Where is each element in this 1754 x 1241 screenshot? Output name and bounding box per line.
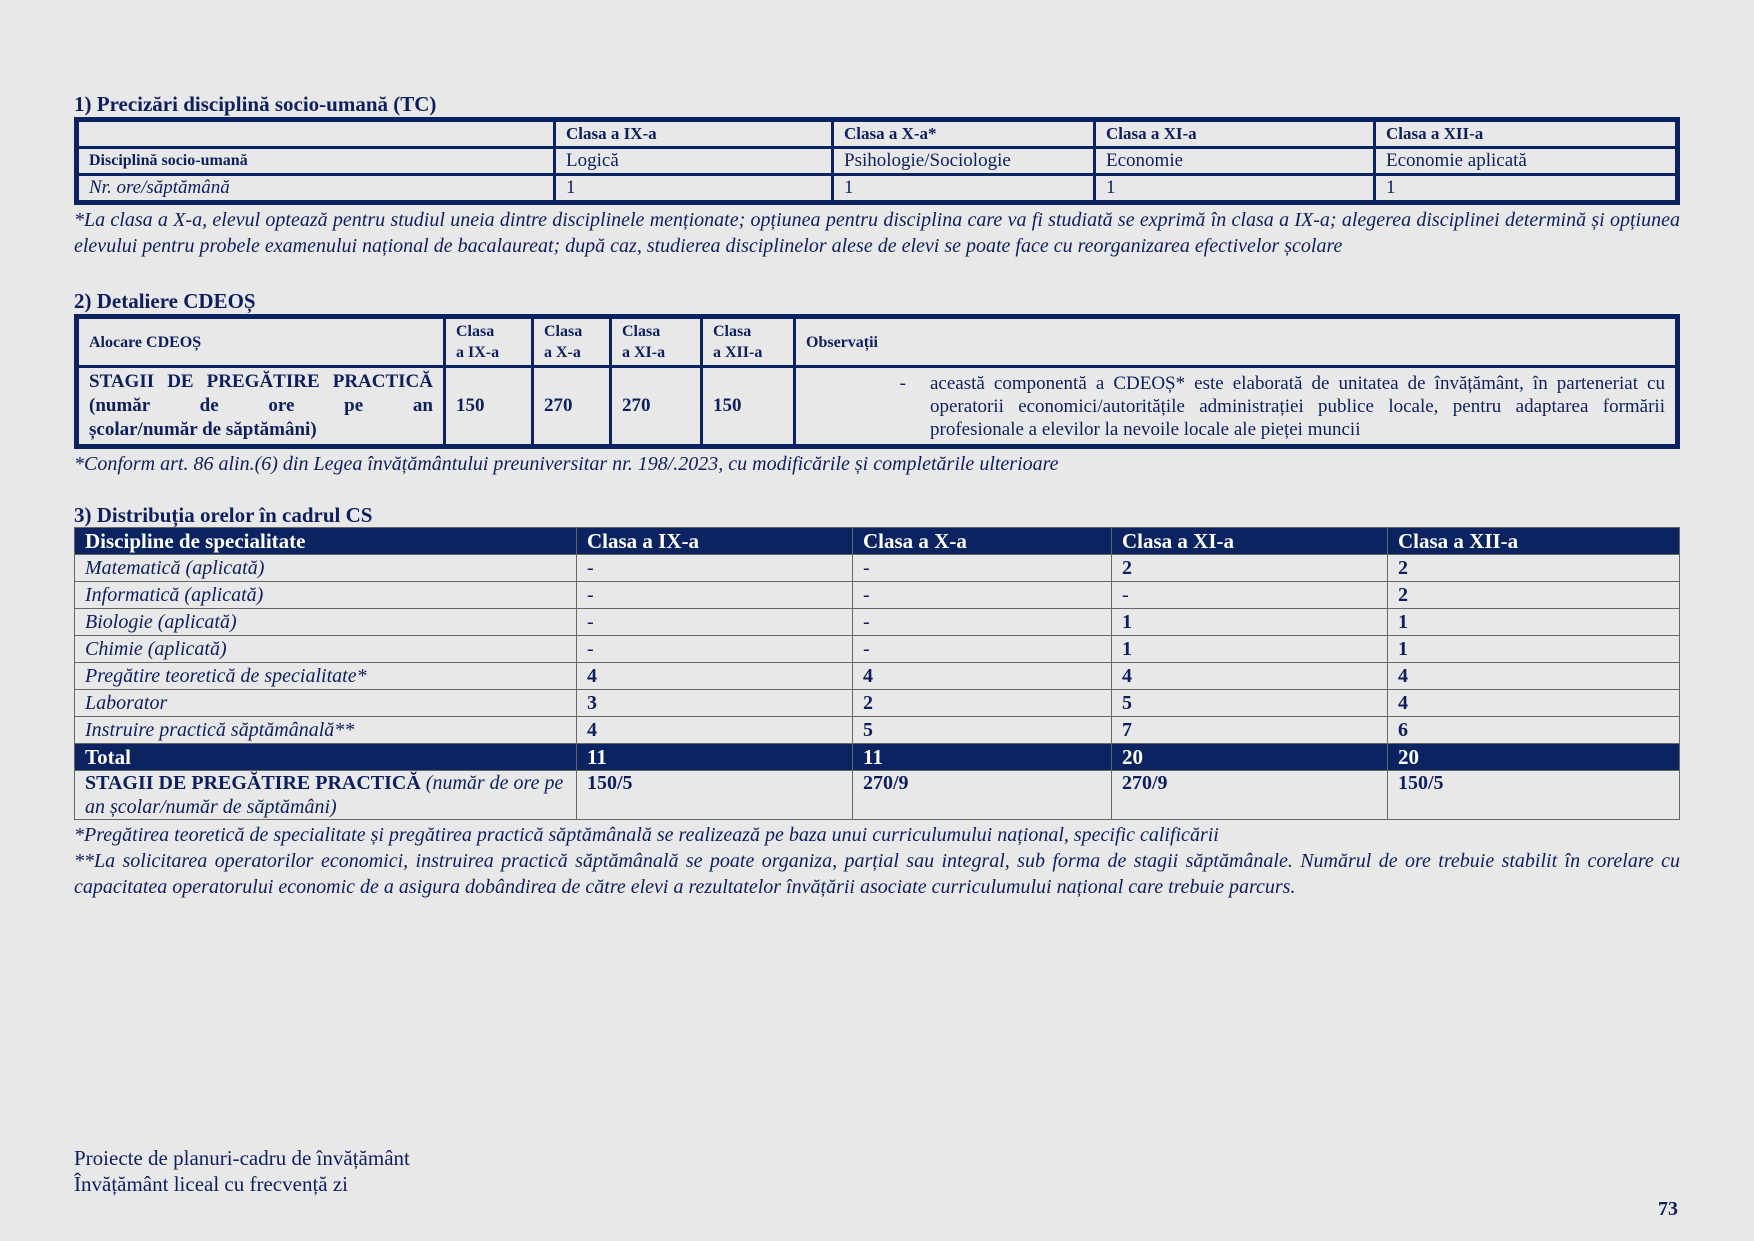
table-cell: -	[853, 582, 1112, 609]
footer-line2: Învățământ liceal cu frecvență zi	[74, 1172, 349, 1196]
table-cell: -	[853, 636, 1112, 663]
table-cell: Logică	[555, 148, 833, 175]
table-cell: 6	[1388, 717, 1680, 744]
table-row	[77, 317, 1678, 367]
table-cell: -	[577, 609, 853, 636]
table-cell: 270/9	[1112, 771, 1388, 820]
table-cell: 150	[445, 367, 533, 447]
table-cell: 4	[853, 663, 1112, 690]
header-cell	[77, 120, 555, 148]
table-cell: -	[853, 555, 1112, 582]
subject-label: Instruire practică săptămânală**	[75, 717, 577, 744]
header-cell: Clasa a XII-a	[702, 317, 795, 367]
section1-note: *La clasa a X-a, elevul optează pentru studiul uneia dintre disciplinele menționate; opțiunea pentru disciplina care va fi studiată se exprimă în clasa a IX-a; alegerea disciplinei determină și opțiunea elevului pentru probele examenului național de bacalaureat; după caz, studierea disciplinelor alese de elevi se poate face cu reorganizarea efectivelor școlare	[74, 209, 1680, 257]
table-cell: 2	[1388, 582, 1680, 609]
table-cell: 1	[1095, 175, 1375, 203]
page-number: 73	[1658, 1198, 1678, 1220]
section3-note1: *Pregătirea teoretică de specialitate și pregătirea practică săptămânală se realizează pe baza unui curriculumului național, specific calificării	[74, 824, 1219, 846]
section2-title: 2) Detaliere CDEOȘ	[74, 289, 256, 313]
header-cell: Clasa a XII-a	[1388, 528, 1680, 555]
table-row	[75, 663, 1680, 690]
header-cell: Clasa a IX-a	[445, 317, 533, 367]
row-label: Total	[75, 744, 577, 771]
table-cell: 4	[577, 663, 853, 690]
table-row	[75, 690, 1680, 717]
table-cell: 20	[1388, 744, 1680, 771]
table-cell: -	[577, 636, 853, 663]
cs-rows	[75, 555, 1680, 744]
table-row	[75, 555, 1680, 582]
cdeos-table	[74, 314, 1680, 449]
row-label: Nr. ore/săptămână	[77, 175, 555, 203]
table-cell: 270	[611, 367, 702, 447]
table-cell: 150	[702, 367, 795, 447]
table-cell: 4	[1388, 663, 1680, 690]
header-cell: Clasa a XI-a	[1112, 528, 1388, 555]
table-cell: 2	[1112, 555, 1388, 582]
cs-hours-table	[74, 527, 1680, 820]
table-row	[77, 120, 1678, 148]
table-cell: 5	[1112, 690, 1388, 717]
observations-text: această componentă a CDEOȘ* este elaborată de unitatea de învățământ, în parteneriat cu operatorii economici/autoritățile administrației publice locale, pentru adaptarea formării profesionale a elevilor la nevoile locale ale pieței muncii	[930, 372, 1665, 440]
table-cell: 1	[1112, 636, 1388, 663]
table-cell: 1	[1112, 609, 1388, 636]
section3-note2: **La solicitarea operatorilor economici, instruirea practică săptămânală se poate organiza, parțial sau integral, sub forma de stagii săptămânale. Numărul de ore trebuie stabilit în corelare cu capacitatea operatorului economic de a asigura dobândirea de către elevi a rezultatelor învățării asociate curriculumului național care trebuie parcurs.	[74, 850, 1680, 898]
header-cell: Clasa a XI-a	[611, 317, 702, 367]
document-page	[74, 92, 1680, 900]
header-cell: Clasa a X-a*	[833, 120, 1095, 148]
table-cell: Economie aplicată	[1375, 148, 1678, 175]
table-cell: 11	[853, 744, 1112, 771]
header-cell: Alocare CDEOȘ	[77, 317, 445, 367]
section1-title: 1) Precizări disciplină socio-umană (TC)	[74, 92, 437, 116]
table-row	[75, 717, 1680, 744]
footer-line1: Proiecte de planuri-cadru de învățământ	[74, 1146, 410, 1170]
table-row	[75, 609, 1680, 636]
table-cell: 4	[1112, 663, 1388, 690]
header-cell: Clasa a X-a	[533, 317, 611, 367]
total-row	[75, 744, 1680, 771]
table-row	[75, 636, 1680, 663]
table-cell: 270	[533, 367, 611, 447]
subject-label: Chimie (aplicată)	[75, 636, 577, 663]
stagii-row	[75, 771, 1680, 820]
table-cell: Psihologie/Sociologie	[833, 148, 1095, 175]
table-cell: 1	[1388, 609, 1680, 636]
table-cell: 1	[1375, 175, 1678, 203]
subject-label: Matematică (aplicată)	[75, 555, 577, 582]
table-cell: -	[577, 582, 853, 609]
header-cell: Observații	[795, 317, 1678, 367]
header-cell: Clasa a IX-a	[577, 528, 853, 555]
observations-cell	[795, 367, 1678, 447]
table-cell: 20	[1112, 744, 1388, 771]
subject-label: Biologie (aplicată)	[75, 609, 577, 636]
subject-label: Laborator	[75, 690, 577, 717]
table-row	[77, 148, 1678, 175]
table-cell: 2	[853, 690, 1112, 717]
table-row	[77, 175, 1678, 203]
table-cell: 3	[577, 690, 853, 717]
table-cell: 11	[577, 744, 853, 771]
table-cell: 2	[1388, 555, 1680, 582]
header-cell: Clasa a XI-a	[1095, 120, 1375, 148]
table-cell: 1	[833, 175, 1095, 203]
header-cell: Discipline de specialitate	[75, 528, 577, 555]
subject-label: Informatică (aplicată)	[75, 582, 577, 609]
table-header-row	[75, 528, 1680, 555]
table-row	[75, 582, 1680, 609]
header-cell: Clasa a XII-a	[1375, 120, 1678, 148]
table-cell: Economie	[1095, 148, 1375, 175]
bullet-dash: -	[899, 372, 906, 394]
section2-note: *Conform art. 86 alin.(6) din Legea învățământului preuniversitar nr. 198/.2023, cu modificările și completările ulterioare	[74, 453, 1059, 475]
table-cell: 1	[1388, 636, 1680, 663]
row-label: STAGII DE PREGĂTIRE PRACTICĂ (număr de ore pe an școlar/număr de săptămâni)	[77, 367, 445, 447]
section3-title: 3) Distribuția orelor în cadrul CS	[74, 503, 373, 527]
table-cell: 150/5	[1388, 771, 1680, 820]
table-cell: 270/9	[853, 771, 1112, 820]
table-cell: 7	[1112, 717, 1388, 744]
row-label: Disciplină socio-umană	[77, 148, 555, 175]
table-cell: 4	[577, 717, 853, 744]
socio-human-table	[74, 117, 1680, 205]
table-cell: -	[853, 609, 1112, 636]
table-cell: -	[1112, 582, 1388, 609]
header-cell: Clasa a X-a	[853, 528, 1112, 555]
footer	[74, 1145, 410, 1197]
header-cell: Clasa a IX-a	[555, 120, 833, 148]
subject-label: Pregătire teoretică de specialitate*	[75, 663, 577, 690]
row-label: STAGII DE PREGĂTIRE PRACTICĂ (număr de ore pe an școlar/număr de săptămâni)	[75, 771, 577, 820]
table-cell: 1	[555, 175, 833, 203]
table-cell: 150/5	[577, 771, 853, 820]
table-cell: -	[577, 555, 853, 582]
table-cell: 4	[1388, 690, 1680, 717]
table-cell: 5	[853, 717, 1112, 744]
table-row	[77, 367, 1678, 447]
